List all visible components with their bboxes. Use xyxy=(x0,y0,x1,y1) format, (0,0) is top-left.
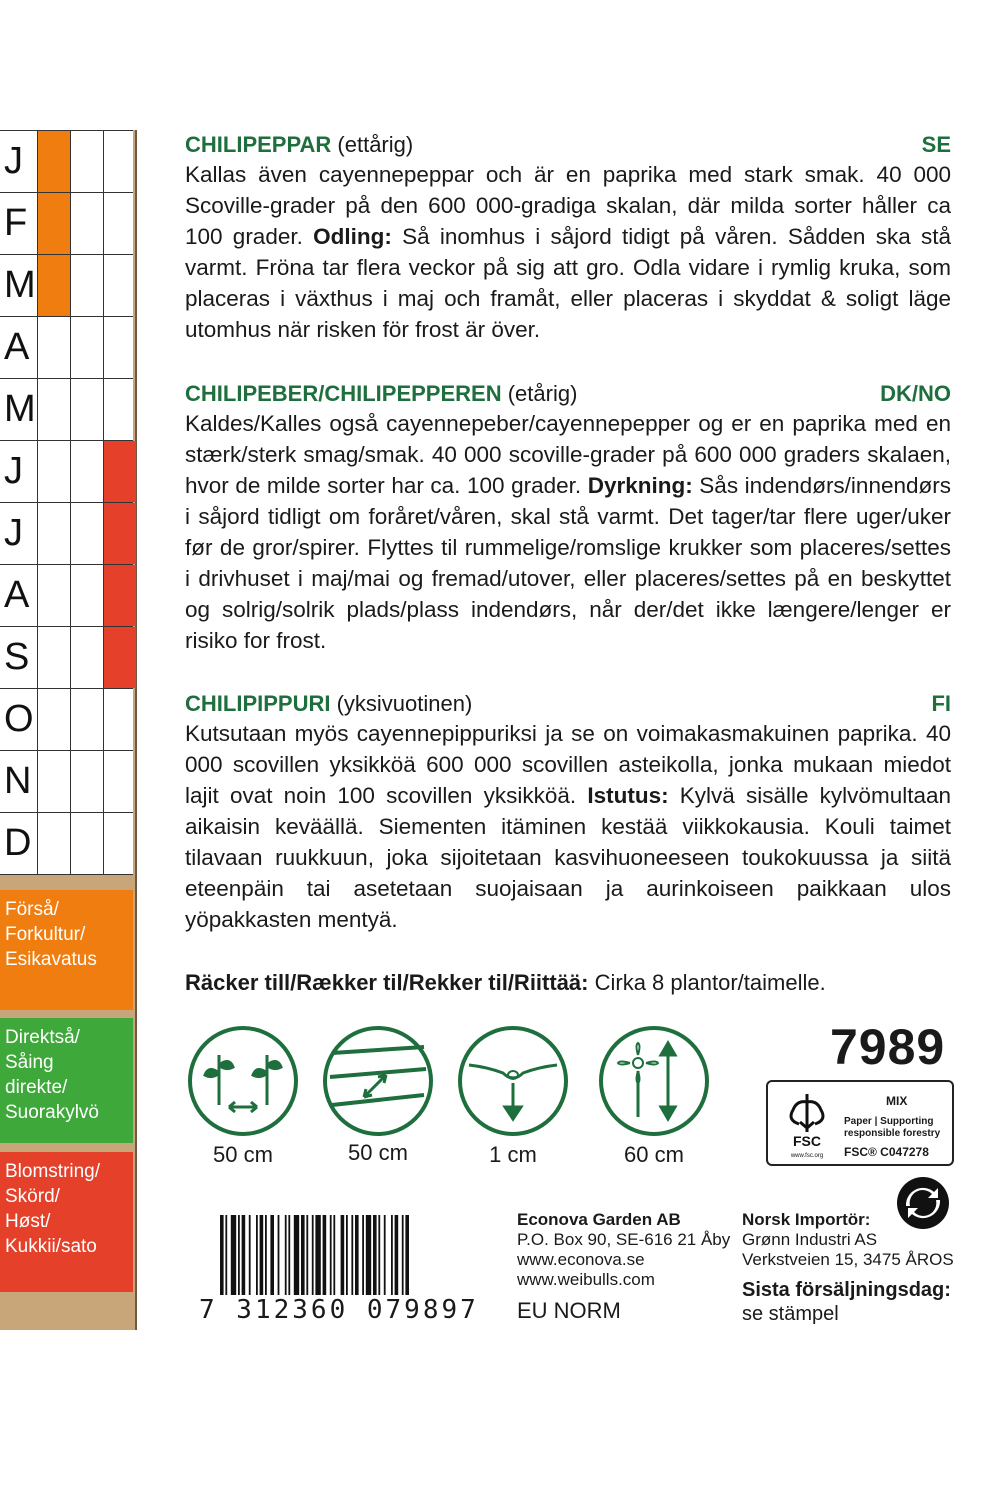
month-cell xyxy=(103,565,136,626)
section-title: CHILIPEBER/CHILIPEPPEREN xyxy=(185,381,502,406)
month-row xyxy=(0,441,133,503)
month-cell xyxy=(103,255,136,316)
month-cell xyxy=(70,193,103,254)
legend-direct-sowing: Direktså/ Såing direkte/ Suorakylvö xyxy=(0,1018,133,1143)
barcode-bar xyxy=(346,1215,348,1301)
barcode-bar xyxy=(402,1215,404,1301)
barcode-bar xyxy=(355,1215,359,1301)
month-letter: A xyxy=(4,326,30,368)
month-cell xyxy=(70,379,103,440)
row-spacing-icon xyxy=(322,1025,434,1137)
plant-height-icon xyxy=(598,1025,710,1137)
article-number: 7989 xyxy=(830,1019,946,1075)
barcode-bar xyxy=(231,1215,236,1301)
barcode-number: 7 312360 079897 xyxy=(199,1295,479,1325)
month-row xyxy=(0,193,133,255)
month-cell xyxy=(37,627,70,688)
month-letter: S xyxy=(4,636,30,678)
barcode-bar xyxy=(265,1215,267,1301)
fsc-label: FSC www.fsc.org MIX Paper | Supporting responsible forestry FSC® C047278 xyxy=(766,1080,954,1166)
importer: Norsk Importör: Grønn Industri AS Verkstveien 15, 3475 ÅROS xyxy=(742,1210,954,1269)
month-row xyxy=(0,317,133,379)
legend-blooming-harvest: Blomstring/ Skörd/ Høst/ Kukkii/sato xyxy=(0,1152,133,1292)
section-dk-no xyxy=(185,380,951,656)
last-sale-date: Sista försäljningsdag: se stämpel xyxy=(742,1279,951,1325)
month-cell xyxy=(37,813,70,874)
sowing-depth-label: 1 cm xyxy=(489,1142,537,1167)
section-text: Kaldes/Kalles også cayennepeber/cayennepepper og er en paprika med en stærk/sterk smag/smak. 40 000 scoville-grader på 600 000 graders skalaen, hvor de milde sorter har ca. 100 grader. Dyrkning: Sås indendørs/innendørs i såjord tidligt om foråret/våren, skal stå varmt. Det tager/tar flere uger/uker før de gror/spirer. Flyttes til rummelige/romslige krukker som placeres/settes i drivhuset i maj/mai og fremad/utover, eller placeres/settes på en beskyttet og solrig/solrik plads/plass indendørs, når der/det ikke længere/lenger er risiko for frost. xyxy=(185,411,951,653)
month-cell xyxy=(37,751,70,812)
barcode-bar xyxy=(294,1215,299,1301)
section-title: CHILIPEPPAR xyxy=(185,132,332,157)
supply-info: Räcker till/Rækker til/Rekker til/Riittää: Cirka 8 plantor/taimelle. xyxy=(185,970,826,995)
eu-norm: EU NORM xyxy=(517,1298,621,1323)
svg-text:www.fsc.org: www.fsc.org xyxy=(790,1153,824,1159)
company-address: Econova Garden AB P.O. Box 90, SE-616 21 Åby www.econova.se www.weibulls.com xyxy=(517,1210,731,1289)
plant-spacing-label: 50 cm xyxy=(213,1142,273,1167)
month-cell xyxy=(37,255,70,316)
barcode-bar xyxy=(384,1215,386,1301)
section-subtitle: (etårig) xyxy=(507,381,578,406)
month-cell xyxy=(103,317,136,378)
month-letter: J xyxy=(4,512,23,554)
plant-height-label: 60 cm xyxy=(624,1142,684,1167)
month-letter: J xyxy=(4,450,23,492)
month-cell xyxy=(37,441,70,502)
language-code: FI xyxy=(931,691,951,716)
month-row xyxy=(0,751,133,813)
month-letter: M xyxy=(4,264,36,306)
month-row xyxy=(0,255,133,317)
barcode-bar xyxy=(366,1215,371,1301)
plant-spacing-icon xyxy=(187,1025,299,1137)
barcode-bar xyxy=(395,1215,399,1301)
barcode-bar xyxy=(312,1215,314,1301)
fsc-tree-icon xyxy=(778,1088,836,1160)
month-cell xyxy=(103,441,136,502)
month-cell xyxy=(103,627,136,688)
barcode-bar xyxy=(260,1215,264,1301)
month-row xyxy=(0,379,133,441)
row-spacing-label: 50 cm xyxy=(348,1140,408,1165)
month-cell xyxy=(37,379,70,440)
month-cell xyxy=(70,813,103,874)
month-cell xyxy=(70,441,103,502)
barcode-bar xyxy=(378,1215,380,1301)
month-letter: F xyxy=(4,202,28,244)
month-cell xyxy=(103,813,136,874)
month-letter: D xyxy=(4,822,32,864)
month-cell xyxy=(37,689,70,750)
barcode-bar xyxy=(351,1215,353,1301)
barcode-bar xyxy=(270,1215,274,1301)
month-row xyxy=(0,627,133,689)
legend-indoor-sowing: Förså/ Forkultur/ Esikavatus xyxy=(0,890,133,1010)
month-cell xyxy=(37,193,70,254)
month-calendar xyxy=(0,130,133,875)
barcode-bar xyxy=(391,1215,393,1301)
barcode-bar xyxy=(301,1215,305,1301)
barcode-bar xyxy=(306,1215,308,1301)
barcode-bar xyxy=(323,1215,327,1301)
month-letter: O xyxy=(4,698,34,740)
barcode-bar xyxy=(238,1215,240,1301)
month-row xyxy=(0,503,133,565)
month-cell xyxy=(103,131,136,192)
month-cell xyxy=(70,565,103,626)
sowing-depth-icon xyxy=(457,1025,569,1137)
month-cell xyxy=(37,317,70,378)
month-row xyxy=(0,130,133,193)
month-cell xyxy=(70,255,103,316)
month-cell xyxy=(103,689,136,750)
month-cell xyxy=(70,627,103,688)
month-row xyxy=(0,565,133,627)
month-cell xyxy=(70,503,103,564)
barcode-bar xyxy=(278,1215,280,1301)
month-letter: A xyxy=(4,574,30,616)
calendar-strip xyxy=(0,130,137,1330)
section-text: Kallas även cayennepeppar och är en paprika med stark smak. 40 000 Scoville-grader på den 600 000-gradiga skalan, där milda sorter håller ca 100 grader. Odling: Så inomhus i såjord tidigt på våren. Sådden ska stå varmt. Fröna tar flera veckor på sig att gro. Odla vidare i rymlig kruka, som placeras i växthus i maj och framåt, eller placeras i skyddat & soligt läge utomhus när risken för frost är över. xyxy=(185,162,951,342)
month-cell xyxy=(37,503,70,564)
month-cell xyxy=(103,379,136,440)
barcode-bar xyxy=(373,1215,377,1301)
month-cell xyxy=(70,317,103,378)
barcode-bar xyxy=(288,1215,290,1301)
month-row xyxy=(0,689,133,751)
section-subtitle: (ettårig) xyxy=(337,132,414,157)
svg-text:FSC: FSC xyxy=(793,1133,821,1149)
barcode-bar xyxy=(362,1215,364,1301)
month-letter: M xyxy=(4,388,36,430)
month-cell xyxy=(103,751,136,812)
barcode-bar xyxy=(249,1215,251,1301)
month-cell xyxy=(70,751,103,812)
barcode-bar xyxy=(285,1215,287,1301)
month-letter: N xyxy=(4,760,32,802)
section-se xyxy=(185,131,951,345)
barcode-bar xyxy=(333,1215,335,1301)
month-cell xyxy=(70,689,103,750)
barcode-bar xyxy=(341,1215,345,1301)
month-cell xyxy=(37,565,70,626)
barcode-bar xyxy=(242,1215,246,1301)
month-letter: J xyxy=(4,140,23,182)
barcode-bar xyxy=(256,1215,258,1301)
month-cell xyxy=(103,193,136,254)
month-cell xyxy=(103,503,136,564)
month-cell xyxy=(37,131,70,192)
section-text: Kutsutaan myös cayennepippuriksi ja se on voimakasmakuinen paprika. 40 000 scovillen yksikköä 600 000 scovillen asteikolla, jonka mukaan miedot lajit ovat noin 100 scovillen yksikköä. Istutus: Kylvä sisälle kylvömultaan aikaisin keväällä. Siementen itäminen kestää viikkokausia. Kouli taimet tilavaan ruukkuun, joka sijoitetaan kasvihuoneeseen toukokuussa ja siitä eteenpäin tai asetetaan suojaisaan ja aurinkoiseen paikkaan ulos yöpakkasten mentyä. xyxy=(185,721,951,932)
section-fi xyxy=(185,690,951,935)
month-cell xyxy=(70,131,103,192)
section-title: CHILIPIPPURI xyxy=(185,691,331,716)
language-code: DK/NO xyxy=(880,381,951,406)
section-subtitle: (yksivuotinen) xyxy=(336,691,473,716)
barcode-bar xyxy=(330,1215,332,1301)
language-code: SE xyxy=(921,132,951,157)
month-row xyxy=(0,813,133,875)
